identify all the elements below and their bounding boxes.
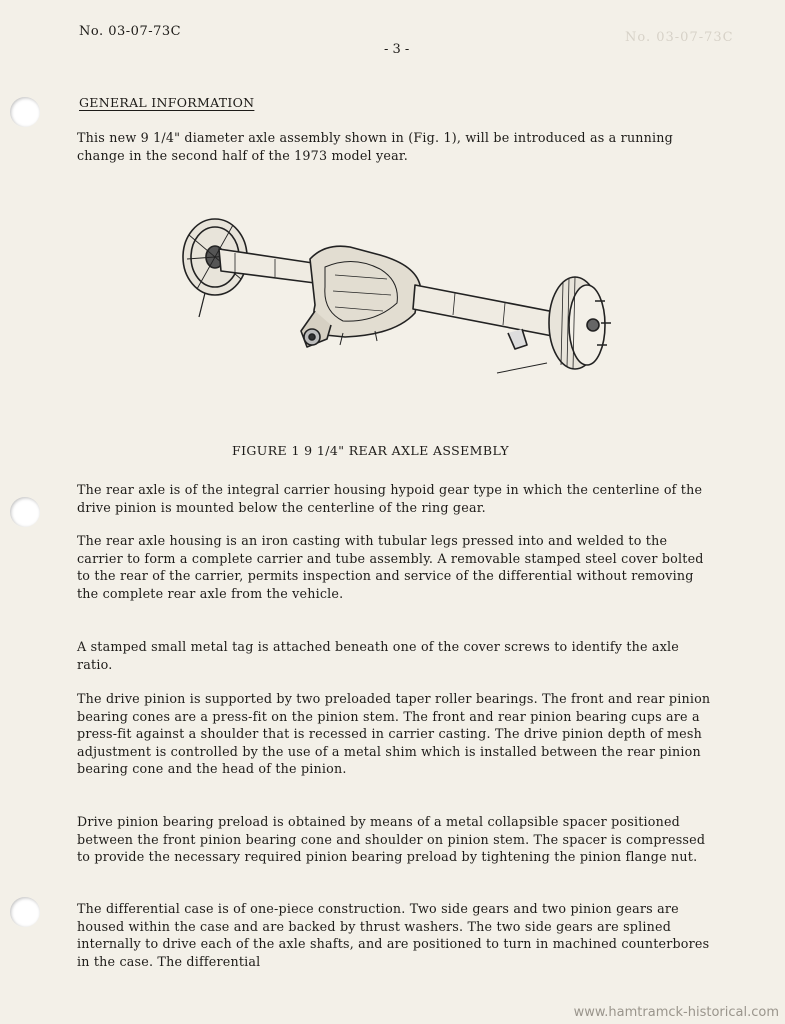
site-watermark: www.hamtramck-historical.com — [573, 1005, 779, 1020]
intro-paragraph: This new 9 1/4" diameter axle assembly shown in (Fig. 1), will be introduced as a running change in the second half of the 1973 model year. — [77, 130, 674, 163]
bleed-through-text: No. 03-07-73C — [625, 30, 734, 45]
binder-hole-bottom — [10, 897, 40, 927]
document-number: No. 03-07-73C — [79, 24, 182, 39]
figure-caption: FIGURE 1 9 1/4" REAR AXLE ASSEMBLY — [232, 443, 510, 458]
rear-axle-assembly-drawing — [175, 215, 620, 395]
paragraph-axle-housing: The rear axle housing is an iron casting with tubular legs pressed into and welded to the carrier to form a complete carrier and tube assembly. A removable stamped steel cover bolted to the rear of the carrier, permits inspection and service of the differential without removing the complete rear axle from the vehicle. — [77, 533, 704, 601]
paragraph-drive-pinion: The drive pinion is supported by two preloaded taper roller bearings. The front and rear pinion bearing cones are a press-fit on the pinion stem. The front and rear pinion bearing cups are a press-fit against a shoulder that is recessed in carrier casting. The drive pinion depth of mesh adjustment is controlled by the use of a metal shim which is installed between the rear pinion bearing cone and the head of the pinion. — [77, 691, 711, 776]
binder-hole-top — [10, 97, 40, 127]
rear-axle-figure — [175, 215, 620, 395]
paragraph-ratio-tag: A stamped small metal tag is attached beneath one of the cover screws to identify the axle ratio. — [77, 639, 680, 672]
page-number: - 3 - — [384, 42, 410, 57]
paragraph-axle-type: The rear axle is of the integral carrier housing hypoid gear type in which the centerline of the drive pinion is mounted below the centerline of the ring gear. — [77, 482, 703, 515]
binder-hole-middle — [10, 497, 40, 527]
paragraph-pinion-preload: Drive pinion bearing preload is obtained by means of a metal collapsible spacer positioned between the front pinion bearing cone and shoulder on pinion stem. The spacer is compressed to provide the necessary required pinion bearing preload by tightening the pinion flange nut. — [77, 814, 706, 864]
section-heading: GENERAL INFORMATION — [79, 95, 255, 110]
paragraph-differential-case: The differential case is of one-piece construction. Two side gears and two pinion gears are housed within the case and are backed by thrust washers. The two side gears are splined internally to drive each of the axle shafts, and are positioned to turn in machined counterbores in the case. The differential — [77, 901, 710, 969]
